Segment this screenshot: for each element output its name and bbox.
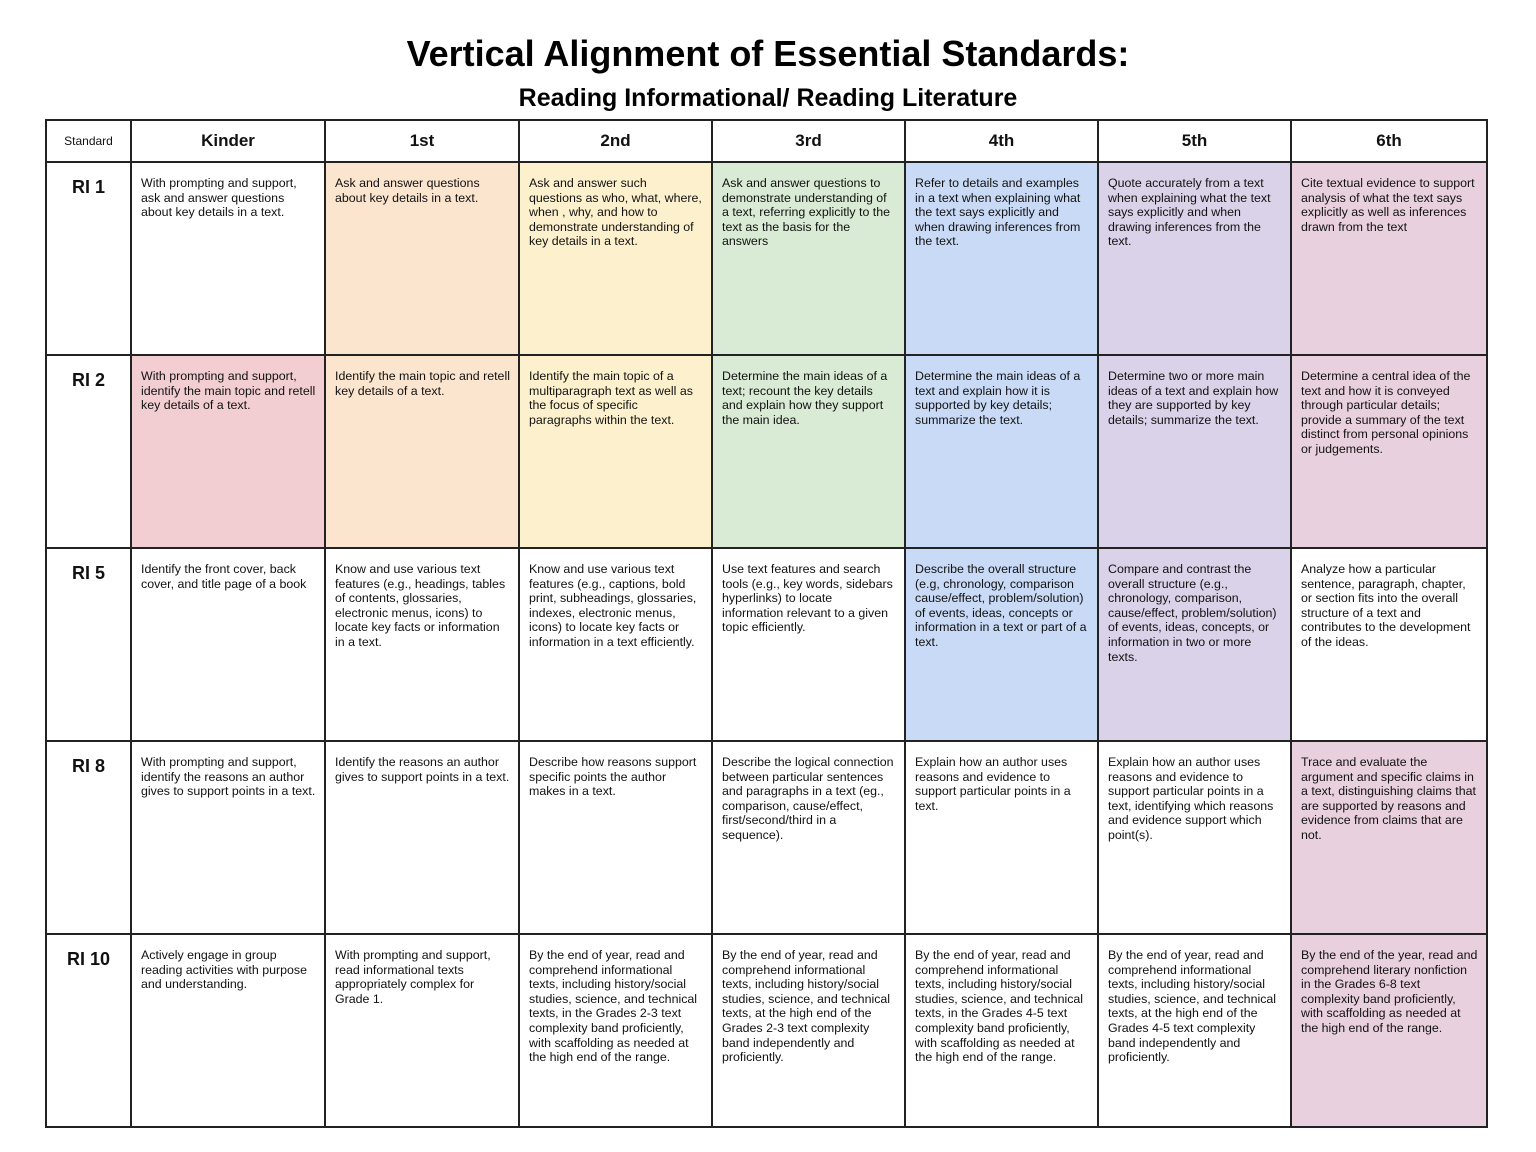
table-cell xyxy=(519,934,712,1127)
standard-label: RI 10 xyxy=(66,949,111,969)
table-cell xyxy=(1098,548,1291,741)
table-cell xyxy=(1098,934,1291,1127)
cell-text: Actively engage in group reading activities with purpose and understanding. xyxy=(141,948,307,992)
standard-label: RI 5 xyxy=(71,563,105,583)
table-cell xyxy=(519,548,712,741)
standards-table xyxy=(45,119,1488,1128)
cell-text: Describe the overall structure (e.g, chronology, comparison cause/effect, problem/solution) of events, ideas, concepts or information in a text or part of a text. xyxy=(915,562,1087,649)
table-cell xyxy=(1098,162,1291,355)
table-cell xyxy=(131,934,325,1127)
column-header-3rd: 3rd xyxy=(712,120,905,162)
column-header-2nd: 2nd xyxy=(519,120,712,162)
table-cell xyxy=(905,355,1098,548)
cell-text: By the end of year, read and comprehend informational texts, including history/social studies, science, and technical texts, at the high end of the Grades 4-5 text complexity band independently and proficiently. xyxy=(1108,948,1277,1065)
table-cell xyxy=(905,548,1098,741)
standard-label-cell xyxy=(46,741,131,934)
standard-label-cell xyxy=(46,355,131,548)
table-cell xyxy=(325,162,519,355)
cell-text: Explain how an author uses reasons and evidence to support particular points in a text. xyxy=(915,755,1071,813)
cell-text: By the end of year, read and comprehend informational texts, including history/social studies, science, and technical texts, in the Grades 4-5 text complexity band proficiently, with scaffolding as needed at the high end of the range. xyxy=(915,948,1084,1065)
cell-text: Analyze how a particular sentence, paragraph, chapter, or section fits into the overall structure of a text and contributes to the development of the ideas. xyxy=(1301,562,1471,649)
table-cell xyxy=(131,355,325,548)
cell-text: Use text features and search tools (e.g., key words, sidebars hyperlinks) to locate information relevant to a given topic efficiently. xyxy=(722,562,893,635)
table-cell xyxy=(519,741,712,934)
table-cell xyxy=(325,355,519,548)
table-cell xyxy=(712,741,905,934)
cell-text: By the end of the year, read and comprehend literary nonfiction in the Grades 6-8 text complexity band proficiently, with scaffolding as needed at the high end of the range. xyxy=(1301,948,1478,1035)
cell-text: Refer to details and examples in a text when explaining what the text says explicitly and when drawing inferences from the text. xyxy=(915,176,1081,249)
cell-text: Cite textual evidence to support analysis of what the text says explicitly as well as inferences drawn from the text xyxy=(1301,176,1475,234)
table-cell xyxy=(519,355,712,548)
table-cell xyxy=(131,162,325,355)
column-header-kinder: Kinder xyxy=(131,120,325,162)
cell-text: Determine a central idea of the text and how it is conveyed through particular details; provide a summary of the text distinct from personal opinions or judgements. xyxy=(1301,369,1471,456)
cell-text: Identify the front cover, back cover, and title page of a book xyxy=(141,562,307,591)
cell-text: Identify the reasons an author gives to support points in a text. xyxy=(335,755,510,784)
table-cell xyxy=(905,934,1098,1127)
cell-text: Know and use various text features (e.g., captions, bold print, subheadings, glossaries, indexes, electronic menus, icons) to locate key facts or information in a text efficiently. xyxy=(529,562,697,649)
table-cell xyxy=(1291,355,1487,548)
table-cell xyxy=(1098,355,1291,548)
table-cell xyxy=(131,548,325,741)
table-cell xyxy=(712,162,905,355)
cell-text: Explain how an author uses reasons and evidence to support particular points in a text, identifying which reasons and evidence support which point(s). xyxy=(1108,755,1274,842)
standard-label: RI 2 xyxy=(71,370,105,390)
cell-text: With prompting and support, read informational texts appropriately complex for Grade 1. xyxy=(335,948,491,1006)
table-row xyxy=(46,162,1487,355)
cell-text: With prompting and support, identify the main topic and retell key details of a text. xyxy=(141,369,316,413)
cell-text: Quote accurately from a text when explaining what the text says explicitly and when drawing inferences from the text. xyxy=(1108,176,1271,249)
table-cell xyxy=(712,548,905,741)
table-cell xyxy=(325,548,519,741)
cell-text: Determine the main ideas of a text and explain how it is supported by key details; summarize the text. xyxy=(915,369,1081,427)
table-cell xyxy=(325,741,519,934)
standard-label-cell xyxy=(46,162,131,355)
cell-text: With prompting and support, ask and answer questions about key details in a text. xyxy=(141,176,297,220)
table-cell xyxy=(905,741,1098,934)
cell-text: Identify the main topic and retell key details of a text. xyxy=(335,369,510,398)
cell-text: With prompting and support, identify the reasons an author gives to support points in a text. xyxy=(141,755,316,799)
cell-text: Ask and answer questions to demonstrate understanding of a text, referring explicitly to the text as the basis for the answers xyxy=(722,176,891,249)
column-header-standard: Standard xyxy=(46,120,131,162)
column-header-1st: 1st xyxy=(325,120,519,162)
cell-text: By the end of year, read and comprehend informational texts, including history/social studies, science, and technical texts, in the Grades 2-3 text complexity band proficiently, with scaffolding as needed at the high end of the range. xyxy=(529,948,698,1065)
table-row xyxy=(46,355,1487,548)
table-cell xyxy=(1291,548,1487,741)
table-cell xyxy=(712,355,905,548)
cell-text: Ask and answer such questions as who, what, where, when , why, and how to demonstrate understanding of key details in a text. xyxy=(529,176,702,249)
cell-text: Ask and answer questions about key details in a text. xyxy=(335,176,480,205)
cell-text: Determine two or more main ideas of a text and explain how they are supported by key details; summarize the text. xyxy=(1108,369,1279,427)
cell-text: Know and use various text features (e.g., headings, tables of contents, glossaries, electronic menus, icons) to locate key facts or information in a text. xyxy=(335,562,506,649)
header-row xyxy=(46,120,1487,162)
standard-label: RI 1 xyxy=(71,177,105,197)
column-header-5th: 5th xyxy=(1098,120,1291,162)
table-cell xyxy=(1291,162,1487,355)
table-row xyxy=(46,548,1487,741)
table-cell xyxy=(325,934,519,1127)
table-cell xyxy=(712,934,905,1127)
cell-text: Trace and evaluate the argument and specific claims in a text, distinguishing claims that are supported by reasons and evidence from claims that are not. xyxy=(1301,755,1476,842)
table-cell xyxy=(1098,741,1291,934)
standard-label-cell xyxy=(46,934,131,1127)
page-subtitle: Reading Informational/ Reading Literature xyxy=(518,84,1018,112)
table-cell xyxy=(905,162,1098,355)
cell-text: Describe how reasons support specific points the author makes in a text. xyxy=(529,755,697,799)
cell-text: Describe the logical connection between particular sentences and paragraphs in a text (eg., comparison, cause/effect, first/second/third in a sequence). xyxy=(722,755,894,842)
cell-text: By the end of year, read and comprehend informational texts, including history/social studies, science, and technical texts, at the high end of the Grades 2-3 text complexity band independently and proficiently. xyxy=(722,948,891,1065)
table-row xyxy=(46,934,1487,1127)
column-header-6th: 6th xyxy=(1291,120,1487,162)
cell-text: Compare and contrast the overall structure (e.g., chronology, comparison, cause/effect, problem/solution) of events, ideas, concepts, or information in two or more texts. xyxy=(1108,562,1277,664)
table-cell xyxy=(519,162,712,355)
standard-label-cell xyxy=(46,548,131,741)
cell-text: Identify the main topic of a multiparagraph text as well as the focus of specific paragraphs within the text. xyxy=(529,369,693,427)
table-cell xyxy=(131,741,325,934)
table-row xyxy=(46,741,1487,934)
table-cell xyxy=(1291,934,1487,1127)
standard-label: RI 8 xyxy=(71,756,105,776)
table-cell xyxy=(1291,741,1487,934)
column-header-4th: 4th xyxy=(905,120,1098,162)
cell-text: Determine the main ideas of a text; recount the key details and explain how they support the main idea. xyxy=(722,369,888,427)
page-title: Vertical Alignment of Essential Standards: xyxy=(406,33,1130,74)
